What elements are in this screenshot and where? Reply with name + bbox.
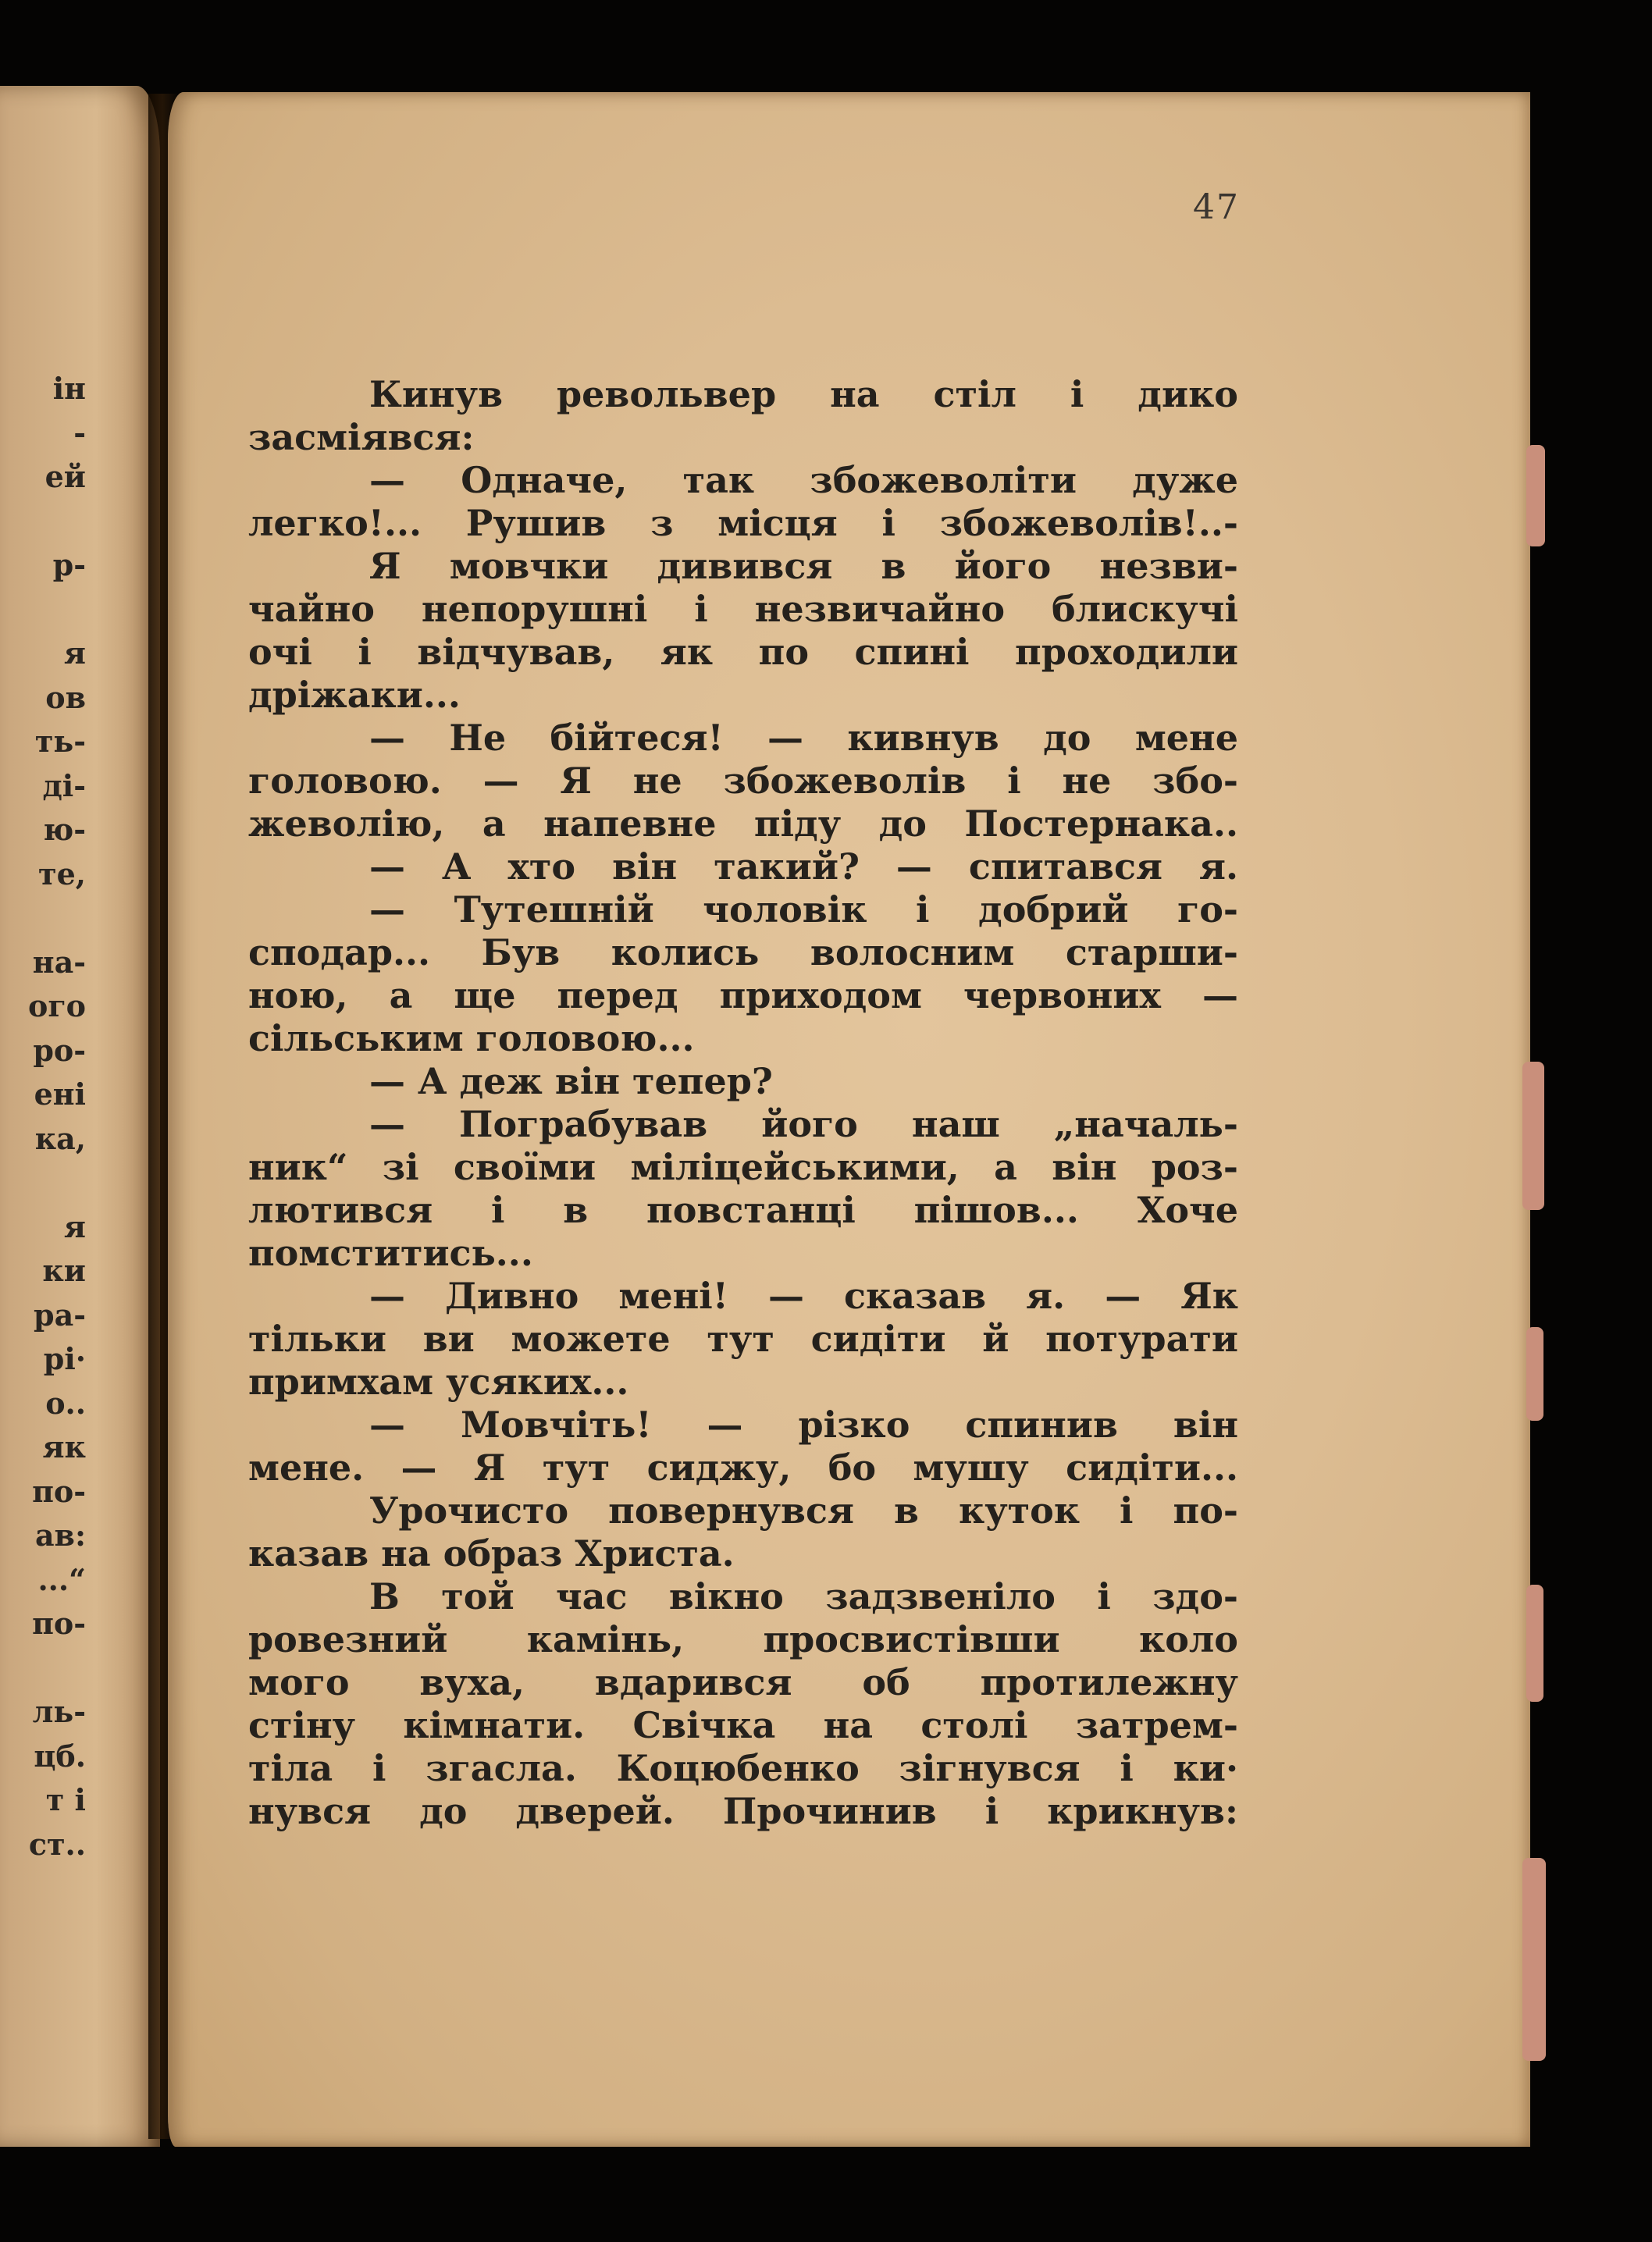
left-page-fragment: ...“ (37, 1561, 86, 1597)
left-page-fragment: по- (32, 1606, 86, 1641)
left-page-fragment: ені (34, 1077, 86, 1112)
page-number: 47 (1193, 187, 1240, 227)
text-line: — Одначе, так збожеволіти дуже (369, 459, 1238, 501)
text-line: Кинув револьвер на стіл і дико (369, 373, 1238, 415)
left-page-fragment: я (63, 635, 86, 671)
left-page-fragment: ки (42, 1253, 86, 1288)
text-line: засміявся: (248, 416, 475, 458)
left-page-fragment: по- (32, 1473, 86, 1509)
left-page-fragment: т і (45, 1782, 86, 1817)
text-line: тіла і згасла. Коцюбенко зігнувся і ки· (248, 1747, 1238, 1789)
left-page-fragment (0, 1646, 86, 1691)
left-page-fragment: ав: (34, 1518, 86, 1553)
text-line: помститись... (248, 1232, 533, 1274)
left-page-fragment: ст.. (28, 1826, 86, 1862)
page-edge-tab (1526, 1585, 1543, 1702)
left-page-fragment: ка, (34, 1120, 86, 1156)
left-page-fragment: як (42, 1429, 86, 1464)
text-line: мене. — Я тут сиджу, бо мушу сидіти... (248, 1447, 1238, 1489)
text-line: — А хто він такий? — спитався я. (369, 845, 1238, 888)
page-text (248, 373, 1238, 1833)
left-page-fragment: ов (45, 679, 86, 715)
text-line: Я мовчки дивився в його незви- (369, 545, 1238, 587)
left-page-text-fragments (0, 367, 86, 1867)
text-line: очі і відчував, як по спині проходили (248, 631, 1238, 673)
left-page-fragment (0, 896, 86, 941)
text-line: сільським головою... (248, 1017, 695, 1059)
left-page-fragment: те, (38, 856, 86, 891)
left-page-fragment: ль- (32, 1694, 86, 1729)
text-line: — Тутешній чоловік і добрий го- (369, 888, 1238, 931)
text-line: жеволію, а напевне піду до Постернака.. (248, 802, 1238, 845)
left-page-fragment: ть- (34, 724, 86, 759)
left-page-fragment: ей (45, 459, 86, 494)
left-page-fragment: р- (52, 547, 86, 582)
text-line: казав на образ Христа. (248, 1532, 735, 1575)
text-line: — Не бійтеся! — кивнув до мене (369, 717, 1238, 759)
page-edge-tab (1522, 1062, 1544, 1210)
left-page-fragment (0, 500, 86, 544)
left-page-fragment: ого (28, 988, 86, 1023)
text-line: примхам усяких... (248, 1361, 629, 1403)
page-edge-tab (1522, 1858, 1546, 2061)
left-page-fragment: ро- (33, 1032, 86, 1068)
text-line: — Пограбував його наш „началь- (369, 1103, 1238, 1145)
text-line: — А деж він тепер? (369, 1060, 773, 1102)
text-line: — Мовчіть! — різко спинив він (369, 1404, 1238, 1446)
text-line: ник“ зі своїми міліцейськими, а він роз- (248, 1146, 1238, 1188)
text-line: тільки ви можете тут сидіти й потурати (248, 1318, 1238, 1360)
text-line: ровезний камінь, просвистівши коло (248, 1618, 1238, 1660)
left-page-fragment: я (63, 1208, 86, 1244)
left-page-fragment (0, 588, 86, 632)
text-line: нувся до дверей. Прочинив і крикнув: (248, 1790, 1238, 1832)
left-page-fragment: рі· (43, 1341, 86, 1376)
text-line: лютився і в повстанці пішов... Хоче (248, 1189, 1238, 1231)
left-page-fragment: цб. (34, 1738, 86, 1774)
text-line: сподар... Був колись волосним старши- (248, 931, 1238, 973)
page-edge-tab (1526, 1327, 1543, 1421)
text-line: легко!... Рушив з місця і збожеволів!..- (248, 502, 1238, 544)
text-line: головою. — Я не збожеволів і не збо- (248, 760, 1238, 802)
left-page-fragment: - (73, 415, 86, 450)
text-line: В той час вікно задзвеніло і здо- (369, 1575, 1238, 1617)
left-page-fragment: ю- (43, 812, 86, 847)
left-page-fragment: на- (32, 944, 86, 980)
text-line: дріжаки... (248, 674, 461, 716)
text-line: чайно непорушні і незвичайно блискучі (248, 588, 1238, 630)
text-line: ною, а ще перед приходом червоних — (248, 974, 1238, 1016)
left-page-fragment: ін (52, 371, 86, 406)
left-page-fragment: ді- (42, 767, 86, 803)
left-page-fragment: о.. (45, 1385, 86, 1421)
text-line: Урочисто повернувся в куток і по- (369, 1489, 1238, 1532)
text-line: мого вуха, вдарився об протилежну (248, 1661, 1238, 1703)
left-page-fragment: ра- (34, 1297, 86, 1333)
text-line: — Дивно мені! — сказав я. — Як (369, 1275, 1238, 1317)
text-line: стіну кімнати. Свічка на столі затрем- (248, 1704, 1238, 1746)
page-edge-tab (1526, 445, 1545, 546)
left-page-fragment (0, 1161, 86, 1205)
